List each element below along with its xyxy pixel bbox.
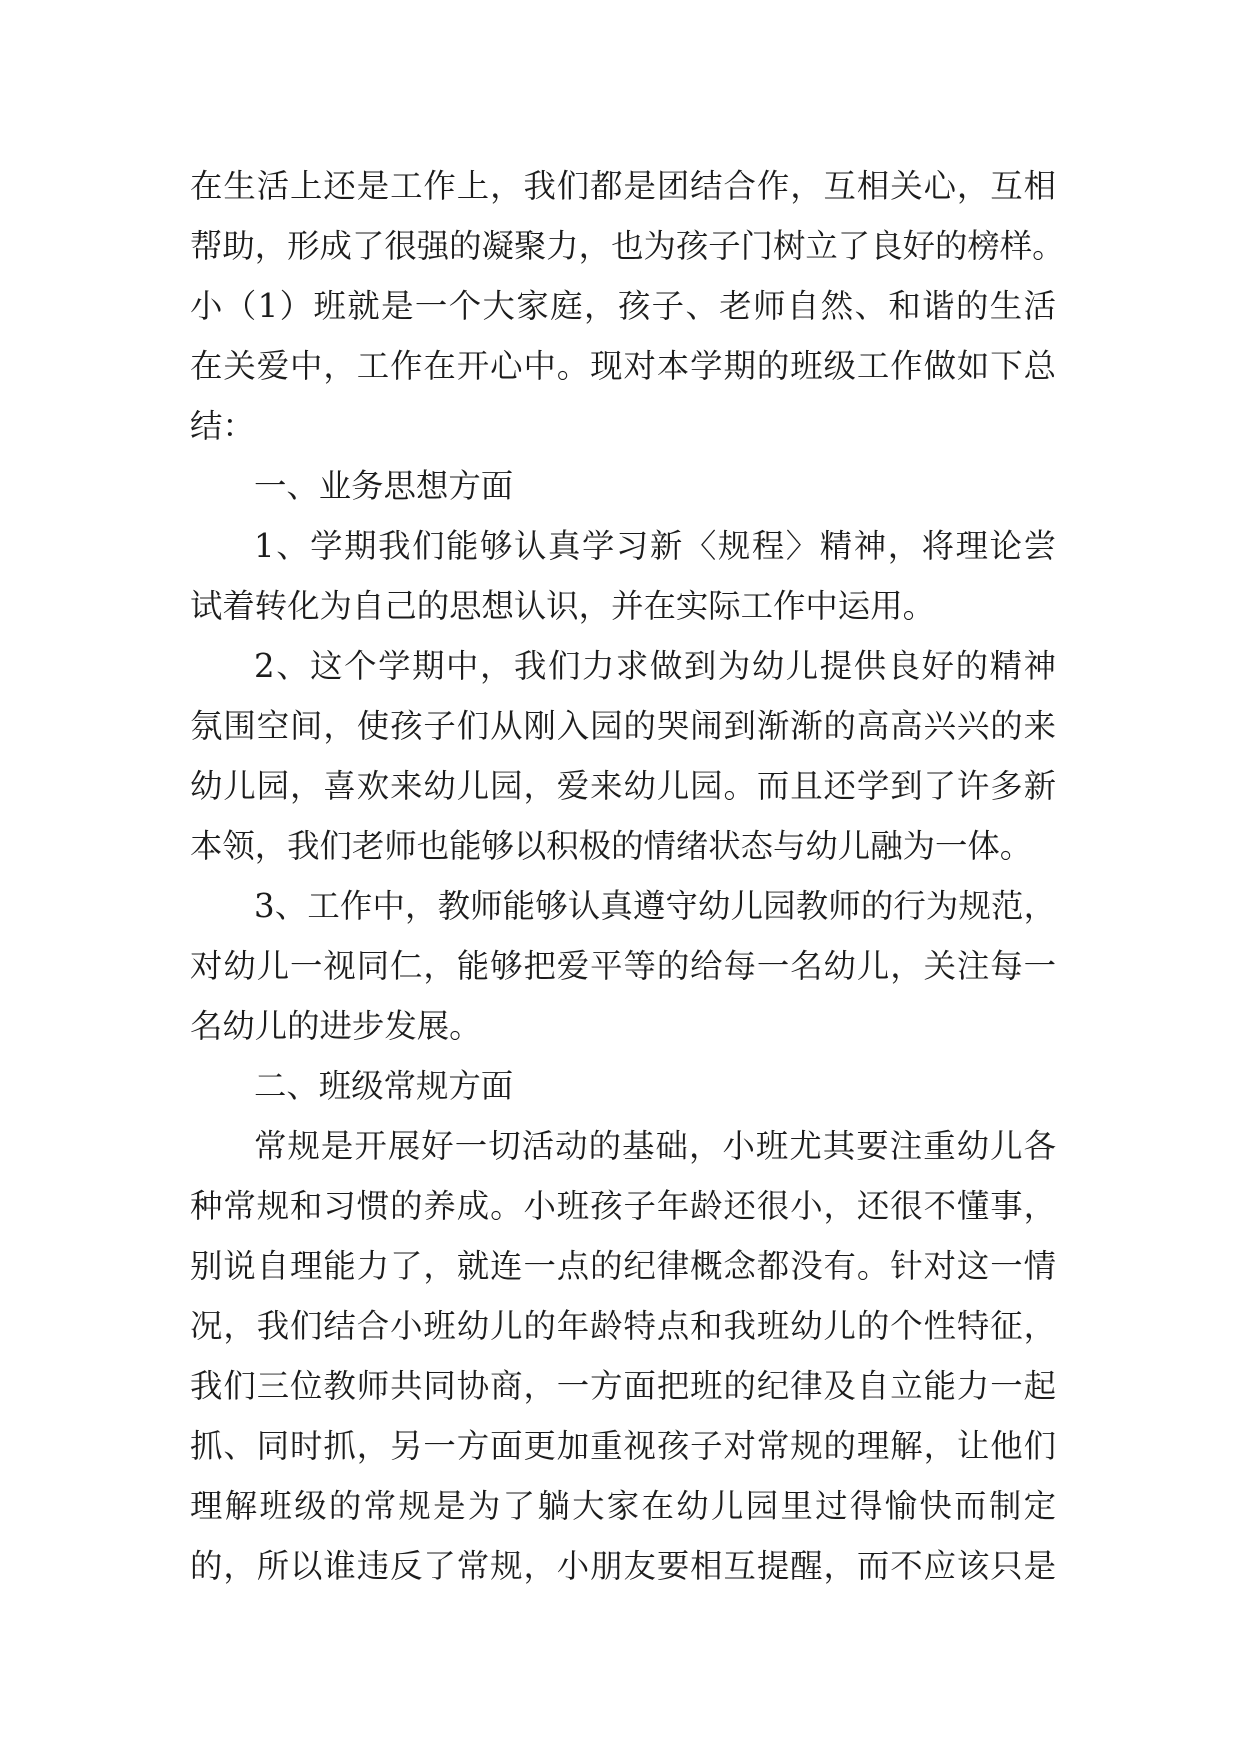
text-line: 幼儿园，喜欢来幼儿园，爱来幼儿园。而且还学到了许多新 — [190, 767, 1056, 805]
text-line: 在生活上还是工作上，我们都是团结合作，互相关心，互相 — [190, 167, 1056, 205]
text-line: 抓、同时抓，另一方面更加重视孩子对常规的理解，让他们 — [190, 1427, 1056, 1465]
text-line: 况，我们结合小班幼儿的年龄特点和我班幼儿的个性特征， — [190, 1307, 1056, 1345]
text-line: 别说自理能力了，就连一点的纪律概念都没有。针对这一情 — [190, 1247, 1056, 1285]
text-line: 我们三位教师共同协商，一方面把班的纪律及自立能力一起 — [190, 1367, 1056, 1405]
text-line: 的，所以谁违反了常规，小朋友要相互提醒，而不应该只是 — [190, 1547, 1056, 1585]
text-line: 氛围空间，使孩子们从刚入园的哭闹到渐渐的高高兴兴的来 — [190, 707, 1056, 745]
text-line: 名幼儿的进步发展。 — [190, 1007, 482, 1045]
text-line: 一、业务思想方面 — [254, 467, 514, 505]
text-line: 1、学期我们能够认真学习新〈规程〉精神，将理论尝 — [254, 527, 1056, 565]
text-line: 帮助，形成了很强的凝聚力，也为孩子门树立了良好的榜样。 — [190, 227, 1065, 265]
text-line: 种常规和习惯的养成。小班孩子年龄还很小，还很不懂事， — [190, 1187, 1056, 1225]
body-text — [190, 156, 1065, 1596]
text-line: 对幼儿一视同仁，能够把爱平等的给每一名幼儿，关注每一 — [190, 947, 1056, 985]
text-line: 二、班级常规方面 — [254, 1067, 514, 1105]
text-line: 小（1）班就是一个大家庭，孩子、老师自然、和谐的生活 — [190, 287, 1056, 325]
text-line: 常规是开展好一切活动的基础，小班尤其要注重幼儿各 — [254, 1127, 1056, 1165]
text-line: 理解班级的常规是为了躺大家在幼儿园里过得愉快而制定 — [190, 1487, 1056, 1525]
text-line: 结： — [190, 407, 255, 445]
text-line: 在关爱中，工作在开心中。现对本学期的班级工作做如下总 — [190, 347, 1056, 385]
text-line: 2、这个学期中，我们力求做到为幼儿提供良好的精神 — [254, 647, 1056, 685]
text-line: 试着转化为自己的思想认识，并在实际工作中运用。 — [190, 587, 935, 625]
text-line: 3、工作中，教师能够认真遵守幼儿园教师的行为规范， — [254, 887, 1056, 925]
text-line: 本领，我们老师也能够以积极的情绪状态与幼儿融为一体。 — [190, 827, 1033, 865]
